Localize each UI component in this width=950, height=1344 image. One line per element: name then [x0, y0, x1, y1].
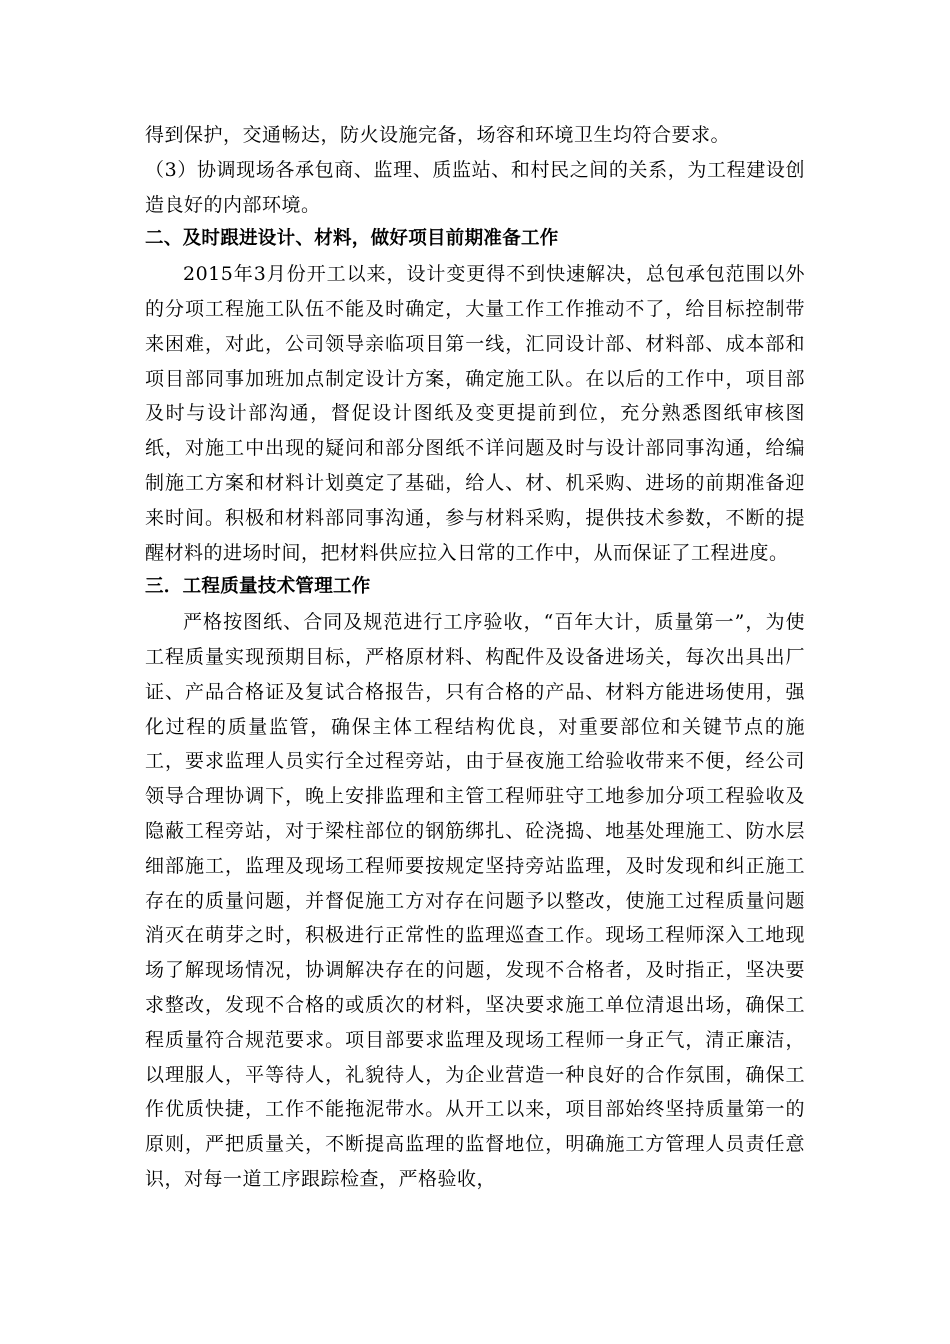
- document-body: [145, 118, 805, 1197]
- paragraph-site-conditions: 得到保护，交通畅达，防火设施完备，场容和环境卫生均符合要求。: [145, 124, 731, 146]
- paragraph-coordination: （3）协调现场各承包商、监理、质监站、和村民之间的关系，为工程建设创造良好的内部环境。: [145, 158, 805, 216]
- section-heading-quality-management: 三．工程质量技术管理工作: [145, 576, 371, 598]
- paragraph-design-materials: 2015年3月份开工以来，设计变更得不到快速解决，总包承包范围以外的分项工程施工队伍不能及时确定，大量工作工作推动不了，给目标控制带来困难，对此，公司领导亲临项目第一线，汇同设计部、材料部、成本部和项目部同事加班加点制定设计方案，确定施工队。在以后的工作中，项目部及时与设计部沟通，督促设计图纸及变更提前到位，充分熟悉图纸审核图纸，对施工中出现的疑问和部分图纸不详问题及时与设计部同事沟通，给编制施工方案和材料计划奠定了基础，给人、材、机采购、进场的前期准备迎来时间。积极和材料部同事沟通，参与材料采购，提供技术参数，不断的提醒材料的进场时间，把材料供应拉入日常的工作中，从而保证了工程进度。: [145, 263, 805, 564]
- section-heading-design-materials: 二、及时跟进设计、材料，做好项目前期准备工作: [145, 228, 559, 250]
- paragraph-quality-management: 严格按图纸、合同及规范进行工序验收，“百年大计，质量第一”，为使工程质量实现预期目标，严格原材料、构配件及设备进场关，每次出具出厂证、产品合格证及复试合格报告，只有合格的产品、材料方能进场使用，强化过程的质量监管，确保主体工程结构优良，对重要部位和关键节点的施工，要求监理人员实行全过程旁站，由于昼夜施工给验收带来不便，经公司领导合理协调下，晚上安排监理和主管工程师驻守工地参加分项工程验收及隐蔽工程旁站，对于梁柱部位的钢筋绑扎、砼浇捣、地基处理施工、防水层细部施工，监理及现场工程师要按规定坚持旁站监理，及时发现和纠正施工存在的质量问题，并督促施工方对存在问题予以整改，使施工过程质量问题消灭在萌芽之时，积极进行正常性的监理巡查工作。现场工程师深入工地现场了解现场情况，协调解决存在的问题，发现不合格者，及时指正，坚决要求整改，发现不合格的或质次的材料，坚决要求施工单位清退出场，确保工程质量符合规范要求。项目部要求监理及现场工程师一身正气，清正廉洁，以理服人，平等待人，礼貌待人，为企业营造一种良好的合作氛围，确保工作优质快捷，工作不能拖泥带水。从开工以来，项目部始终坚持质量第一的原则，严把质量关，不断提高监理的监督地位，明确施工方管理人员责任意识，对每一道工序跟踪检查，严格验收，: [145, 611, 805, 1190]
